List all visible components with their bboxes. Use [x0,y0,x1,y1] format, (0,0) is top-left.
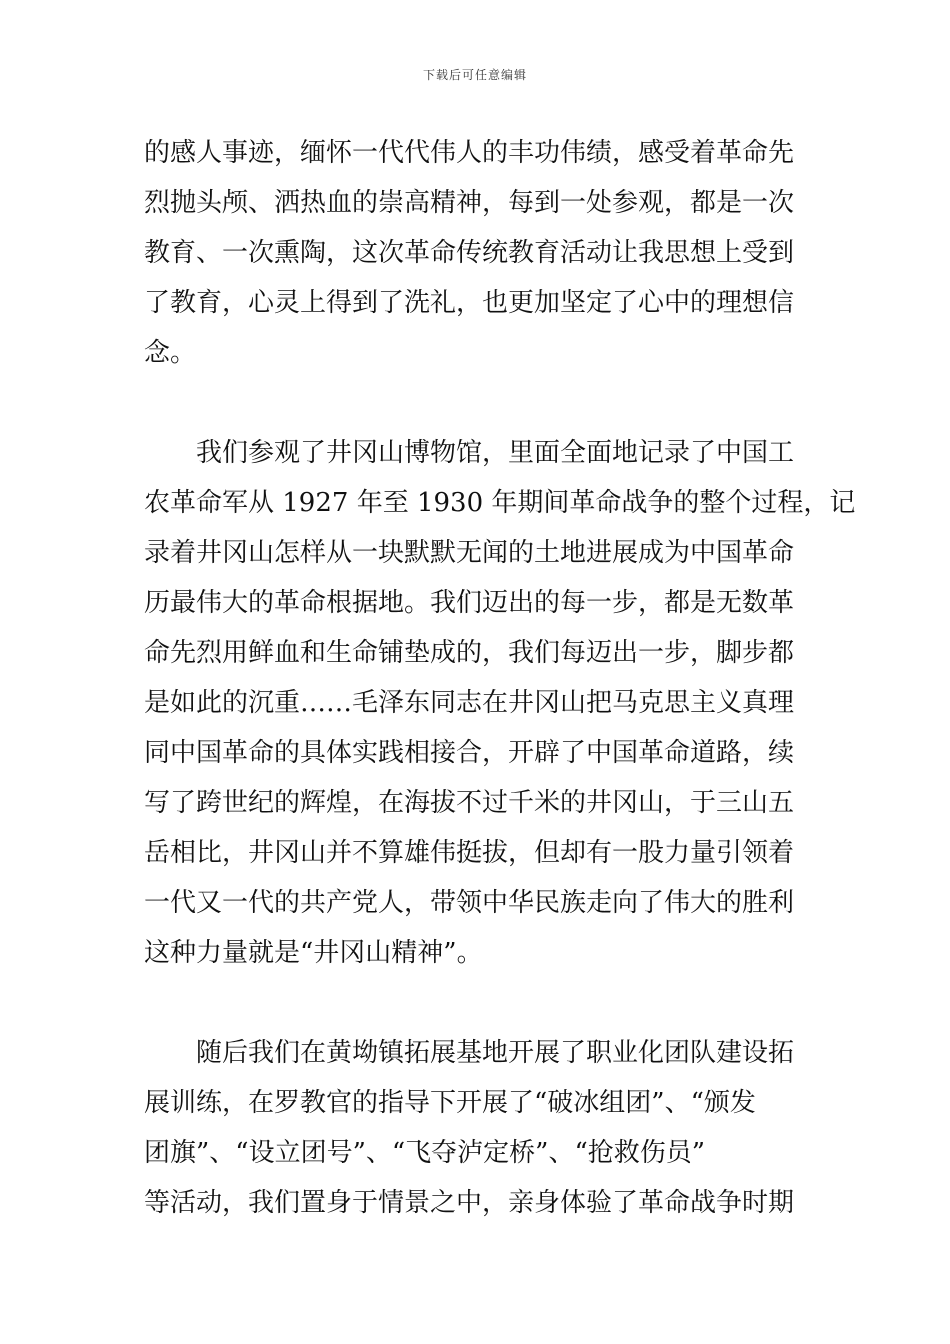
paragraph [144,128,806,378]
paragraph-spacer [144,978,806,1028]
text-line: 等活动，我们置身于情景之中，亲身体验了革命战争时期 [144,1188,795,1218]
paragraph [144,1028,806,1228]
text-line: 这种力量就是“井冈山精神”。 [144,938,483,968]
text-line: 念。 [144,338,197,368]
text-line: 我们参观了井冈山博物馆，里面全面地记录了中国工 [196,438,795,468]
text-line: 了教育，心灵上得到了洗礼，也更加坚定了心中的理想信 [144,288,795,318]
text-line: 烈抛头颅、洒热血的崇高精神，每到一处参观，都是一次 [144,188,795,218]
text-line: 同中国革命的具体实践相接合，开辟了中国革命道路，续 [144,738,795,768]
text-line: 的感人事迹，缅怀一代代伟人的丰功伟绩，感受着革命先 [144,138,795,168]
text-line: 一代又一代的共产党人，带领中华民族走向了伟大的胜利 [144,888,795,918]
document-body [144,128,856,1228]
text-line: 历最伟大的革命根据地。我们迈出的每一步，都是无数革 [144,588,795,618]
text-line: 农革命军从 1927 年至 1930 年期间革命战争的整个过程，记 [144,488,856,518]
text-line: 录着井冈山怎样从一块默默无闻的土地进展成为中国革命 [144,538,795,568]
text-line: 团旗”、“设立团号”、“飞夺泸定桥”、“抢救伤员” [144,1138,706,1168]
text-line: 写了跨世纪的辉煌，在海拔不过千米的井冈山，于三山五 [144,788,795,818]
paragraph [144,428,856,978]
text-line: 展训练，在罗教官的指导下开展了“破冰组团”、“颁发 [144,1088,756,1118]
text-line: 是如此的沉重……毛泽东同志在井冈山把马克思主义真理 [144,688,795,718]
paragraph-spacer [144,378,806,428]
page-header-note: 下载后可任意编辑 [422,68,527,82]
text-line: 命先烈用鲜血和生命铺垫成的，我们每迈出一步，脚步都 [144,638,795,668]
text-line: 随后我们在黄坳镇拓展基地开展了职业化团队建设拓 [196,1038,795,1068]
text-line: 岳相比，井冈山并不算雄伟挺拔，但却有一股力量引领着 [144,838,795,868]
text-line: 教育、一次熏陶，这次革命传统教育活动让我思想上受到 [144,238,795,268]
